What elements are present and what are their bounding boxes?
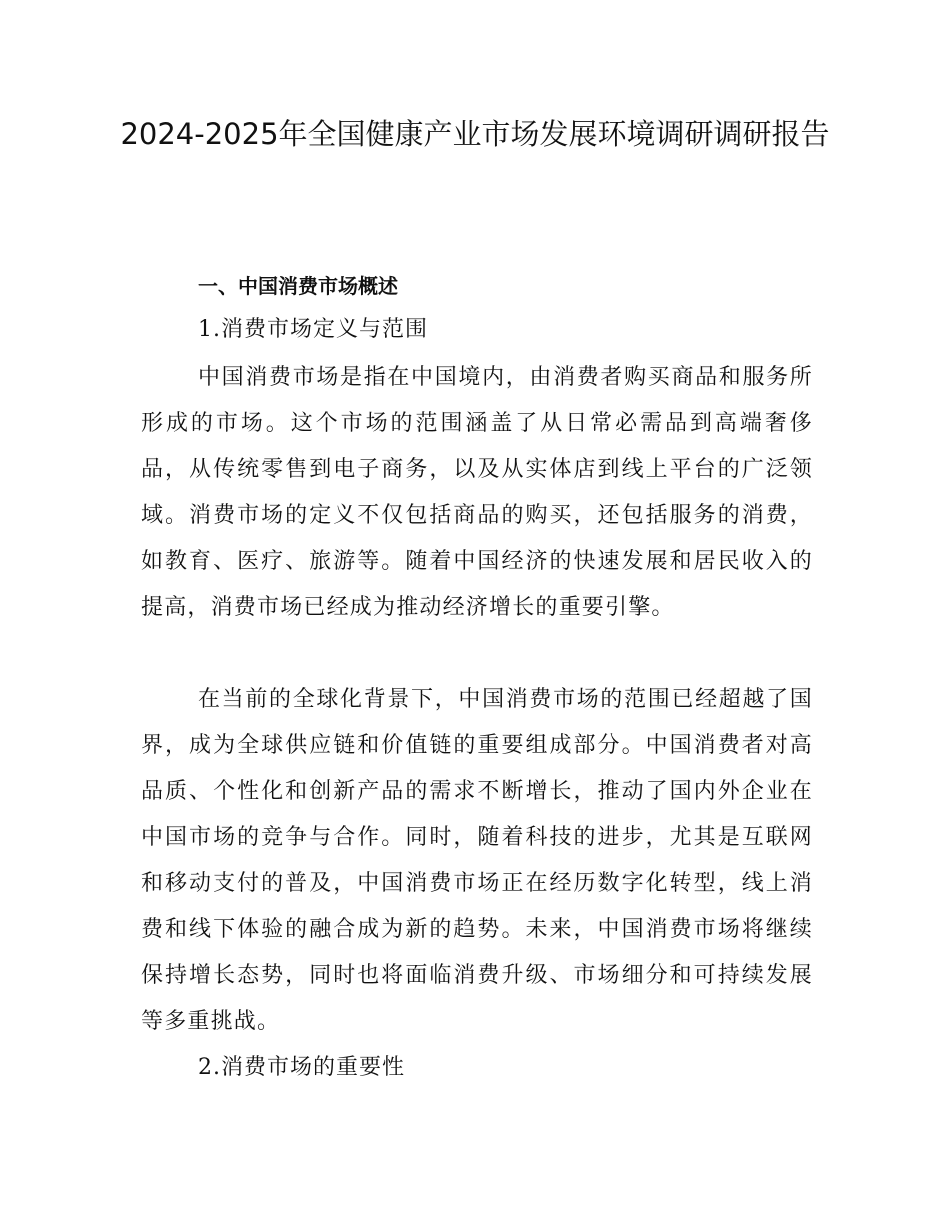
paragraph: 在当前的全球化背景下，中国消费市场的范围已经超越了国界，成为全球供应链和价值链的重要组成部分。中国消费者对高品质、个性化和创新产品的需求不断增长，推动了国内外企业在中国市场的竞争与合作。同时，随着科技的进步，尤其是互联网和移动支付的普及，中国消费市场正在经历数字化转型，线上消费和线下体验的融合成为新的趋势。未来，中国消费市场将继续保持增长态势，同时也将面临消费升级、市场细分和可持续发展等多重挑战。: [141, 687, 813, 1034]
paragraph: 中国消费市场是指在中国境内，由消费者购买商品和服务所形成的市场。这个市场的范围涵盖了从日常必需品到高端奢侈品，从传统零售到电子商务，以及从实体店到线上平台的广泛领域。消费市场的定义不仅包括商品的购买，还包括服务的消费，如教育、医疗、旅游等。随着中国经济的快速发展和居民收入的提高，消费市场已经成为推动经济增长的重要引擎。: [141, 365, 813, 620]
subsection-heading: 2.消费市场的重要性: [198, 1055, 405, 1080]
subsection-heading: 1.消费市场定义与范围: [198, 317, 428, 342]
section-heading: 一、中国消费市场概述: [198, 274, 398, 298]
document-title: 2024-2025年全国健康产业市场发展环境调研调研报告: [120, 117, 830, 151]
